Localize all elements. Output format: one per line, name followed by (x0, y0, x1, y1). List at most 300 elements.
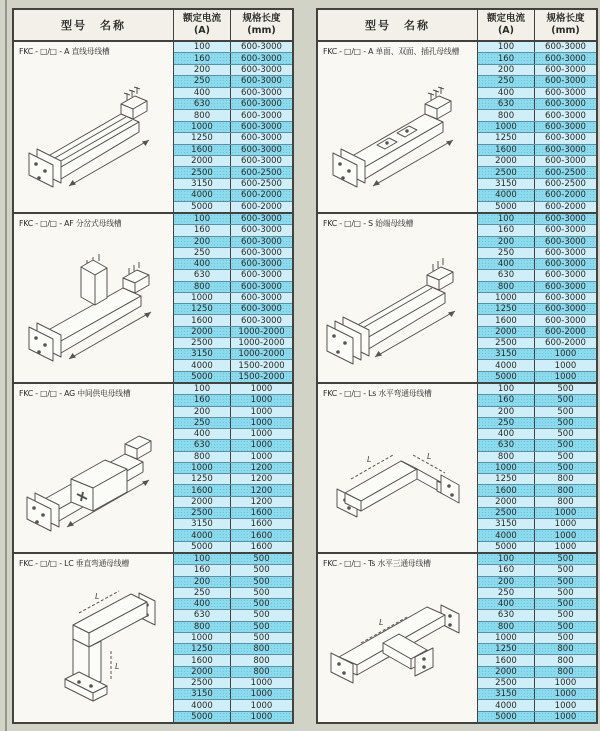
spec-length-value: 600-3000 (241, 87, 282, 98)
spec-length-value: 1000 (554, 360, 577, 371)
spec-length-value: 1200 (250, 496, 273, 507)
rated-current-value: 630 (174, 99, 231, 109)
spec-length-value: 500 (557, 599, 574, 610)
rated-current-value: 1250 (174, 304, 231, 314)
spec-length-unit: (mm) (551, 25, 580, 36)
spec-row (174, 281, 292, 292)
spec-length-value: 1000 (554, 371, 577, 382)
rated-current-value: 400 (478, 599, 535, 609)
spec-length-label: 规格长度 (242, 12, 281, 24)
rated-current-value: 100 (478, 42, 535, 52)
spec-row (478, 711, 596, 722)
rated-current-value: 1600 (174, 655, 231, 665)
rated-current-value: 200 (174, 407, 231, 417)
rated-current-value: 100 (174, 554, 231, 564)
rated-current-value: 1600 (478, 655, 535, 665)
rated-current-value: 1250 (478, 474, 535, 484)
rated-current-value: 2000 (174, 156, 231, 166)
spec-length-value: 1600 (250, 541, 273, 552)
spec-length-value: 1600 (250, 530, 273, 541)
rated-current-value: 160 (478, 53, 535, 63)
rated-current-value: 3150 (174, 179, 231, 189)
spec-length-value: 1200 (250, 474, 273, 485)
spec-row (478, 269, 596, 280)
spec-length-value: 600-3000 (545, 247, 586, 258)
spec-row (174, 132, 292, 143)
spec-length-value: 600-2000 (545, 326, 586, 337)
rated-current-value: 4000 (478, 700, 535, 710)
spec-length-value: 500 (253, 554, 270, 565)
spec-length-value: 500 (557, 395, 574, 406)
spec-row (174, 236, 292, 247)
rated-current-value: 400 (478, 259, 535, 269)
rated-current-value: 1000 (478, 293, 535, 303)
spec-length-value: 600-3000 (545, 304, 586, 315)
spec-length-value: 600-3000 (545, 214, 586, 225)
spec-length-value: 1000 (250, 689, 273, 700)
rated-current-value: 5000 (478, 712, 535, 722)
spec-length-value: 1000 (250, 417, 273, 428)
rated-current-unit: (A) (497, 25, 515, 36)
spec-row (174, 462, 292, 473)
rated-current-value: 630 (478, 270, 535, 280)
rated-current-value: 160 (174, 565, 231, 575)
spec-row (478, 473, 596, 484)
col-header-spec-length (231, 10, 292, 40)
rated-current-value: 1250 (174, 133, 231, 143)
spec-row (478, 666, 596, 677)
spec-row (478, 688, 596, 699)
horizontal-elbow-illustration (321, 401, 473, 549)
spec-length-value: 600-3000 (545, 110, 586, 121)
spec-row (174, 554, 292, 564)
spec-length-value: 1000 (250, 678, 273, 689)
spec-length-value: 600-2500 (545, 167, 586, 178)
spec-row (478, 428, 596, 439)
spec-length-value: 600-3000 (241, 156, 282, 167)
spec-length-value: 600-3000 (241, 110, 282, 121)
spec-length-value: 600-2000 (545, 190, 586, 201)
spec-row (478, 155, 596, 166)
rated-current-value: 2500 (174, 167, 231, 177)
spec-row (478, 384, 596, 394)
plug-in-duct-illustration (321, 59, 473, 207)
spec-row (478, 518, 596, 529)
spec-length-value: 1200 (250, 462, 273, 473)
rated-current-value: 160 (174, 53, 231, 63)
svg-text:L: L (379, 618, 384, 627)
rated-current-value: 250 (174, 588, 231, 598)
spec-row (174, 621, 292, 632)
spec-row (478, 587, 596, 598)
rated-current-value: 200 (478, 237, 535, 247)
scan-page-edge (5, 0, 7, 731)
rated-current-value: 4000 (478, 190, 535, 200)
spec-length-value: 1000 (250, 384, 273, 395)
spec-table-left (12, 8, 294, 724)
rated-current-value: 100 (174, 214, 231, 224)
spec-length-value: 500 (557, 621, 574, 632)
spec-length-value: 600-3000 (545, 225, 586, 236)
rated-current-value: 1600 (478, 315, 535, 325)
spec-row (478, 394, 596, 405)
spec-length-value: 600-3000 (241, 259, 282, 270)
table-body (14, 42, 292, 722)
rated-current-value: 1250 (478, 644, 535, 654)
spec-row (174, 484, 292, 495)
rated-current-value: 160 (174, 225, 231, 235)
spec-length-value: 500 (557, 576, 574, 587)
model-title: FKC - □/□ - Ls 水平弯通母线槽 (323, 389, 432, 398)
rated-current-value: 250 (174, 76, 231, 86)
rated-current-value: 3150 (174, 519, 231, 529)
spec-length-value: 500 (557, 451, 574, 462)
spec-row (478, 52, 596, 63)
spec-row (478, 371, 596, 382)
spec-length-value: 1000 (554, 508, 577, 519)
rated-current-value: 1000 (174, 463, 231, 473)
table-header (318, 10, 596, 42)
rated-current-value: 630 (174, 610, 231, 620)
spec-length-value: 800 (557, 655, 574, 666)
spec-row (174, 417, 292, 428)
rated-current-value: 100 (478, 554, 535, 564)
rated-current-value: 5000 (478, 202, 535, 212)
spec-row (478, 643, 596, 654)
spec-row (174, 451, 292, 462)
spec-length-value: 1500-2000 (238, 371, 285, 382)
rated-current-value: 160 (478, 225, 535, 235)
spec-length-value: 1000 (554, 541, 577, 552)
spec-row (174, 178, 292, 189)
rated-current-value: 3150 (174, 349, 231, 359)
spec-rows (478, 214, 596, 382)
spec-row (174, 303, 292, 314)
rated-current-value: 2500 (478, 338, 535, 348)
model-title: FKC - □/□ - Ts 水平三通母线槽 (323, 559, 431, 568)
spec-length-value: 600-3000 (545, 99, 586, 110)
spec-length-value: 600-3000 (545, 65, 586, 76)
spec-row (478, 348, 596, 359)
spec-row (478, 178, 596, 189)
spec-length-value: 1000 (554, 349, 577, 360)
spec-row (478, 699, 596, 710)
rated-current-value: 3150 (174, 689, 231, 699)
spec-row (174, 269, 292, 280)
spec-length-value: 600-2500 (545, 179, 586, 190)
rated-current-value: 3150 (478, 519, 535, 529)
col-header-spec-length (535, 10, 596, 40)
spec-row (174, 52, 292, 63)
spec-length-value: 1000 (250, 711, 273, 722)
spec-table-right (316, 8, 598, 724)
rated-current-value: 250 (478, 588, 535, 598)
spec-row (478, 292, 596, 303)
spec-row (174, 688, 292, 699)
spec-row (478, 507, 596, 518)
rated-current-value: 2500 (174, 338, 231, 348)
rated-current-value: 200 (478, 65, 535, 75)
rated-current-label: 额定电流 (486, 12, 525, 24)
rated-current-value: 800 (174, 452, 231, 462)
spec-length-value: 600-3000 (241, 53, 282, 64)
spec-row (174, 144, 292, 155)
spec-length-value: 500 (557, 632, 574, 643)
spec-row (478, 554, 596, 564)
spec-length-value: 600-3000 (241, 133, 282, 144)
spec-row (174, 609, 292, 620)
spec-length-value: 600-3000 (241, 292, 282, 303)
rated-current-value: 800 (478, 110, 535, 120)
spec-row (478, 417, 596, 428)
model-cell (318, 554, 478, 722)
spec-row (478, 75, 596, 86)
rated-current-value: 2500 (478, 678, 535, 688)
spec-length-value: 1000 (250, 700, 273, 711)
spec-length-value: 500 (253, 632, 270, 643)
spec-length-value: 1000 (250, 406, 273, 417)
spec-row (478, 576, 596, 587)
spec-length-value: 600-3000 (545, 270, 586, 281)
spec-length-value: 800 (557, 666, 574, 677)
spec-row (478, 189, 596, 200)
rated-current-value: 2500 (478, 508, 535, 518)
product-section (318, 212, 596, 382)
spec-row (478, 224, 596, 235)
spec-row (478, 326, 596, 337)
rated-current-value: 630 (478, 99, 535, 109)
product-section (14, 382, 292, 552)
rated-current-value: 4000 (174, 700, 231, 710)
spec-row (478, 281, 596, 292)
rated-current-value: 2000 (174, 327, 231, 337)
rated-current-value: 200 (174, 577, 231, 587)
rated-current-value: 2000 (174, 497, 231, 507)
spec-row (174, 507, 292, 518)
rated-current-value: 5000 (174, 712, 231, 722)
spec-row (478, 109, 596, 120)
rated-current-value: 1250 (478, 133, 535, 143)
spec-rows (478, 42, 596, 212)
spec-length-value: 1000-2000 (238, 349, 285, 360)
spec-length-unit: (mm) (247, 25, 276, 36)
rated-current-value: 2500 (174, 678, 231, 688)
spec-row (174, 189, 292, 200)
rated-current-value: 400 (478, 88, 535, 98)
spec-rows (174, 554, 292, 722)
spec-length-value: 600-2500 (241, 179, 282, 190)
rated-current-value: 1000 (478, 633, 535, 643)
rated-current-value: 5000 (174, 202, 231, 212)
rated-current-value: 100 (174, 384, 231, 394)
spec-row (478, 484, 596, 495)
spec-length-value: 600-3000 (545, 236, 586, 247)
spec-length-value: 500 (253, 576, 270, 587)
rated-current-value: 1000 (174, 122, 231, 132)
rated-current-label: 额定电流 (182, 12, 221, 24)
product-section (318, 42, 596, 212)
spec-row (174, 121, 292, 132)
spec-length-value: 800 (253, 666, 270, 677)
rated-current-value: 100 (478, 214, 535, 224)
rated-current-value: 400 (174, 599, 231, 609)
spec-length-value: 500 (557, 587, 574, 598)
spec-length-value: 1000-2000 (238, 326, 285, 337)
rated-current-value: 1000 (174, 293, 231, 303)
spec-length-value: 500 (557, 565, 574, 576)
rated-current-value: 400 (174, 429, 231, 439)
spec-length-value: 600-3000 (241, 214, 282, 225)
rated-current-value: 2500 (174, 508, 231, 518)
spec-row (478, 98, 596, 109)
spec-length-value: 600-3000 (241, 76, 282, 87)
spec-row (174, 384, 292, 394)
spec-row (478, 462, 596, 473)
col-header-rated-current (174, 10, 231, 40)
spec-length-value: 1000 (250, 429, 273, 440)
spec-length-value: 800 (557, 474, 574, 485)
model-cell (14, 384, 174, 552)
rated-current-value: 3150 (478, 179, 535, 189)
rated-current-value: 160 (478, 565, 535, 575)
spec-row (478, 654, 596, 665)
feed-end-duct-illustration (321, 231, 473, 379)
branch-duct-illustration (17, 231, 169, 379)
rated-current-value: 1600 (174, 145, 231, 155)
spec-row (478, 337, 596, 348)
rated-current-value: 800 (174, 622, 231, 632)
spec-row (174, 541, 292, 552)
spec-row (174, 87, 292, 98)
spec-length-value: 1000 (250, 395, 273, 406)
spec-rows (478, 384, 596, 552)
spec-row (174, 42, 292, 52)
product-section (318, 552, 596, 722)
rated-current-value: 1600 (174, 485, 231, 495)
spec-length-value: 500 (253, 599, 270, 610)
spec-row (174, 292, 292, 303)
rated-current-value: 630 (174, 440, 231, 450)
rated-current-value: 4000 (478, 530, 535, 540)
model-cell (318, 214, 478, 382)
rated-current-value: 250 (478, 418, 535, 428)
rated-current-value: 250 (478, 248, 535, 258)
table-body (318, 42, 596, 722)
spec-length-value: 600-3000 (241, 281, 282, 292)
model-title: FKC - □/□ - A 直线母线槽 (19, 47, 110, 56)
spec-row (174, 337, 292, 348)
spec-row (174, 643, 292, 654)
model-cell (14, 554, 174, 722)
spec-row (478, 406, 596, 417)
spec-row (478, 529, 596, 540)
spec-row (478, 359, 596, 370)
spec-length-value: 500 (253, 587, 270, 598)
spec-row (174, 666, 292, 677)
rated-current-value: 200 (478, 407, 535, 417)
rated-current-value: 800 (478, 452, 535, 462)
spec-row (478, 236, 596, 247)
spec-row (478, 214, 596, 224)
rated-current-value: 2000 (174, 667, 231, 677)
spec-row (174, 406, 292, 417)
spec-row (478, 166, 596, 177)
spec-row (478, 541, 596, 552)
spec-length-value: 600-3000 (545, 292, 586, 303)
spec-row (174, 632, 292, 643)
spec-length-value: 600-2000 (241, 190, 282, 201)
spec-length-value: 1000 (554, 700, 577, 711)
spec-length-value: 500 (557, 610, 574, 621)
spec-row (478, 564, 596, 575)
spec-length-value: 800 (557, 496, 574, 507)
col-header-model-name: 型号 名称 (318, 10, 478, 40)
center-feed-duct-illustration (17, 401, 169, 549)
rated-current-value: 160 (174, 395, 231, 405)
spec-row (174, 166, 292, 177)
spec-row (174, 109, 292, 120)
rated-current-value: 2000 (478, 667, 535, 677)
rated-current-value: 630 (478, 440, 535, 450)
spec-length-value: 600-3000 (545, 259, 586, 270)
spec-length-value: 600-2000 (545, 201, 586, 212)
spec-row (174, 201, 292, 212)
spec-length-value: 600-3000 (545, 53, 586, 64)
spec-row (478, 132, 596, 143)
rated-current-value: 100 (174, 42, 231, 52)
spec-length-value: 600-2500 (241, 167, 282, 178)
rated-current-value: 160 (478, 395, 535, 405)
spec-row (174, 214, 292, 224)
spec-row (174, 394, 292, 405)
rated-current-value: 4000 (174, 190, 231, 200)
spec-length-value: 500 (253, 621, 270, 632)
table-header (14, 10, 292, 42)
spec-row (478, 121, 596, 132)
model-title: FKC - □/□ - AG 中间供电母线槽 (19, 389, 131, 398)
rated-current-value: 5000 (478, 542, 535, 552)
rated-current-value: 100 (478, 384, 535, 394)
spec-row (174, 247, 292, 258)
spec-length-value: 800 (253, 655, 270, 666)
spec-length-value: 600-3000 (545, 144, 586, 155)
model-title: FKC - □/□ - AF 分岔式母线槽 (19, 219, 122, 228)
spec-length-value: 500 (557, 384, 574, 395)
rated-current-value: 630 (174, 270, 231, 280)
spec-length-value: 800 (253, 644, 270, 655)
spec-row (174, 428, 292, 439)
rated-current-value: 1250 (478, 304, 535, 314)
rated-current-value: 1250 (174, 474, 231, 484)
spec-length-value: 500 (557, 429, 574, 440)
product-section (14, 552, 292, 722)
spec-length-value: 600-3000 (545, 281, 586, 292)
spec-rows (478, 554, 596, 722)
rated-current-value: 3150 (478, 689, 535, 699)
model-cell (14, 214, 174, 382)
spec-length-value: 500 (557, 462, 574, 473)
spec-row (174, 98, 292, 109)
spec-length-value: 600-3000 (545, 87, 586, 98)
product-section (14, 42, 292, 212)
rated-current-value: 3150 (478, 349, 535, 359)
spec-row (174, 598, 292, 609)
rated-current-value: 1000 (174, 633, 231, 643)
spec-row (174, 224, 292, 235)
spec-row (478, 439, 596, 450)
spec-row (174, 654, 292, 665)
rated-current-value: 250 (478, 76, 535, 86)
